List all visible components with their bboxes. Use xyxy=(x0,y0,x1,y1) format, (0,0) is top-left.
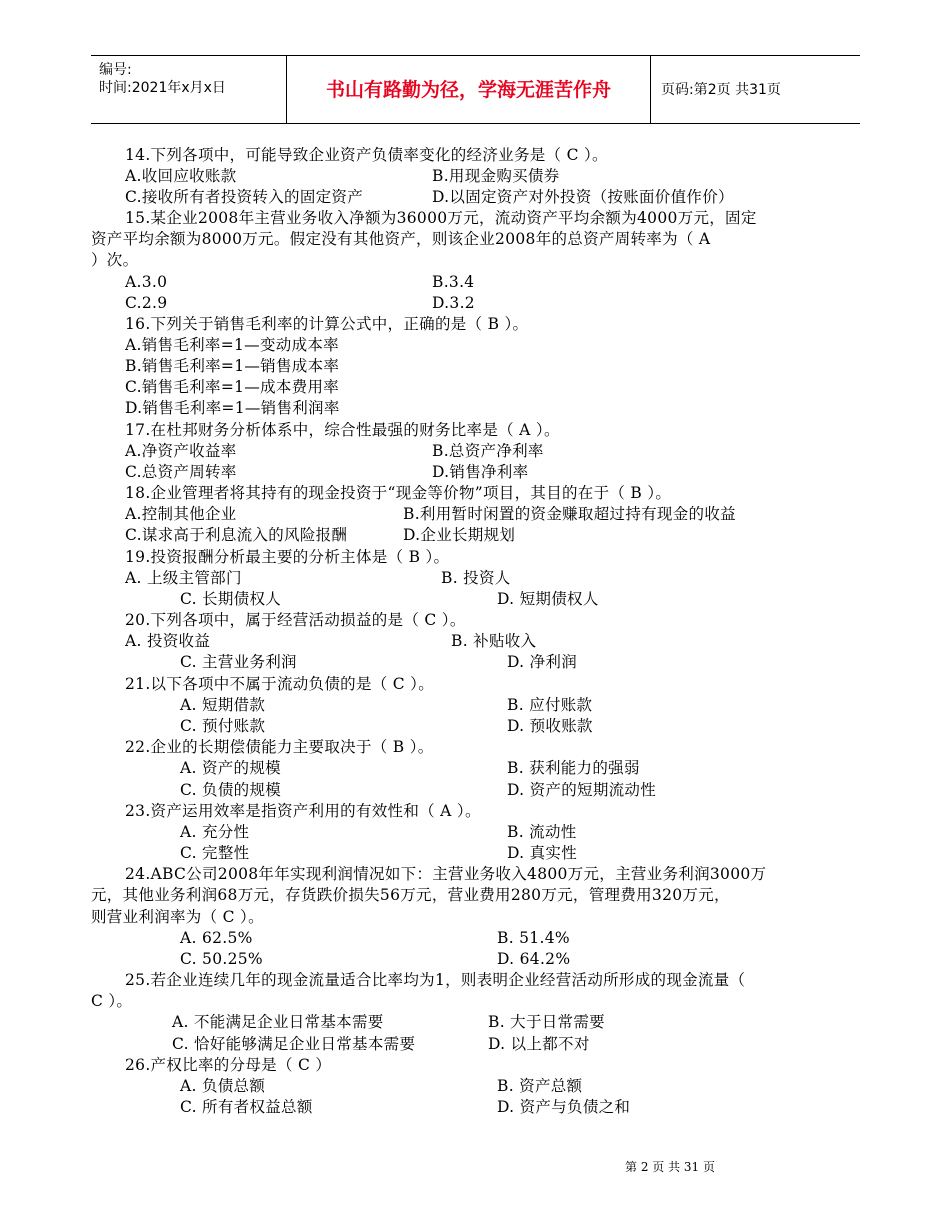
page-header xyxy=(91,55,860,124)
option-b: B. 获利能力的强弱 xyxy=(507,759,640,777)
option-d: D. 64.2% xyxy=(497,950,571,968)
option-d: D.以固定资产对外投资（按账面价值作价） xyxy=(432,188,734,206)
option-b: B.3.4 xyxy=(432,273,475,291)
option-a: A. 不能满足企业日常基本需要 xyxy=(172,1013,384,1031)
option-d: D. 以上都不对 xyxy=(488,1035,590,1053)
option-d: D. 真实性 xyxy=(507,844,578,862)
option-b: B. 资产总额 xyxy=(497,1077,583,1095)
option-a: A.控制其他企业 xyxy=(125,505,237,523)
option-b: B.总资产净利率 xyxy=(432,442,544,460)
question-22: 22.企业的长期偿债能力主要取决于（ B ）。 xyxy=(125,738,434,756)
header-divider xyxy=(650,56,651,123)
option-b: B.利用暂时闲置的资金赚取超过持有现金的收益 xyxy=(403,505,736,523)
option-b: B. 应付账款 xyxy=(507,696,593,714)
option-c: C.总资产周转率 xyxy=(125,463,237,481)
option-a: A.收回应收账款 xyxy=(125,167,237,185)
header-motto: 书山有路勤为径，学海无涯苦作舟 xyxy=(325,79,611,101)
question-20: 20.下列各项中，属于经营活动损益的是（ C ）。 xyxy=(125,611,466,629)
option-c: C.谋求高于利息流入的风险报酬 xyxy=(125,526,348,544)
option-c: C. 主营业务利润 xyxy=(180,653,297,671)
option-a: A. 充分性 xyxy=(180,823,250,841)
option-d: D. 净利润 xyxy=(507,653,578,671)
document-number-label: 编号: xyxy=(99,62,132,78)
option-d: D.销售净利率 xyxy=(432,463,529,481)
question-21: 21.以下各项中不属于流动负债的是（ C ）。 xyxy=(125,675,435,693)
option-a: A.销售毛利率=1—变动成本率 xyxy=(125,336,339,354)
option-c: C. 所有者权益总额 xyxy=(180,1098,313,1116)
option-c: C. 恰好能够满足企业日常基本需要 xyxy=(172,1035,416,1053)
question-25: 25.若企业连续几年的现金流量适合比率均为1，则表明企业经营活动所形成的现金流量（ xyxy=(125,971,746,989)
option-b: B. 51.4% xyxy=(497,929,570,947)
option-c: C. 完整性 xyxy=(180,844,250,862)
option-a: A. 资产的规模 xyxy=(180,759,281,777)
option-a: A. 上级主管部门 xyxy=(125,569,242,587)
question-19: 19.投资报酬分析最主要的分析主体是（ B ）。 xyxy=(125,548,450,566)
option-b: B. 投资人 xyxy=(441,569,511,587)
option-b: B.销售毛利率=1—销售成本率 xyxy=(125,357,340,375)
question-18: 18.企业管理者将其持有的现金投资于“现金等价物”项目，其目的在于（ B ）。 xyxy=(125,484,672,502)
page-footer: 第 2 页 共 31 页 xyxy=(625,1160,715,1174)
question-24-cont: 元，其他业务利润68万元，存货跌价损失56万元，营业费用280万元，管理费用320万元， xyxy=(91,886,730,904)
option-d: D. 预收账款 xyxy=(507,717,593,735)
question-26: 26.产权比率的分母是（ C ） xyxy=(125,1056,332,1074)
option-a: A. 短期借款 xyxy=(180,696,266,714)
option-c: C.接收所有者投资转入的固定资产 xyxy=(125,188,364,206)
option-d: D. 资产与负债之和 xyxy=(497,1098,631,1116)
option-c: C. 负债的规模 xyxy=(180,781,282,799)
option-c: C. 预付账款 xyxy=(180,717,266,735)
option-b: B. 流动性 xyxy=(507,823,577,841)
option-b: B. 大于日常需要 xyxy=(488,1013,605,1031)
option-a: A. 62.5% xyxy=(180,929,253,947)
option-c: C. 长期债权人 xyxy=(180,590,282,608)
option-d: D.企业长期规划 xyxy=(403,526,516,544)
question-24-cont: 则营业利润率为（ C ）。 xyxy=(91,908,264,926)
question-23: 23.资产运用效率是指资产利用的有效性和（ A ）。 xyxy=(125,802,481,820)
question-24: 24.ABC公司2008年年实现利润情况如下：主营业务收入4800万元，主营业务利润3000万 xyxy=(125,865,767,883)
option-d: D. 资产的短期流动性 xyxy=(507,781,657,799)
question-17: 17.在杜邦财务分析体系中，综合性最强的财务比率是（ A ）。 xyxy=(125,421,560,439)
option-a: A. 负债总额 xyxy=(180,1077,266,1095)
option-c: C.销售毛利率=1—成本费用率 xyxy=(125,378,340,396)
option-d: D. 短期债权人 xyxy=(497,590,599,608)
option-d: D.销售毛利率=1—销售利润率 xyxy=(125,399,340,417)
option-c: C.2.9 xyxy=(125,294,168,312)
option-a: A. 投资收益 xyxy=(125,632,211,650)
question-16: 16.下列关于销售毛利率的计算公式中，正确的是（ B ）。 xyxy=(125,315,529,333)
option-b: B. 补贴收入 xyxy=(451,632,537,650)
question-15-cont: ）次。 xyxy=(91,251,139,269)
question-14: 14.下列各项中，可能导致企业资产负债率变化的经济业务是（ C ）。 xyxy=(125,146,608,164)
option-d: D.3.2 xyxy=(432,294,475,312)
question-15-cont: 资产平均余额为8000万元。假定没有其他资产，则该企业2008年的总资产周转率为（ A xyxy=(91,230,711,248)
question-15: 15.某企业2008年主营业务收入净额为36000万元，流动资产平均余额为4000万元，固定 xyxy=(125,209,757,227)
question-25-cont: C ）。 xyxy=(91,992,133,1010)
header-page-info: 页码:第2页 共31页 xyxy=(661,82,781,98)
option-a: A.净资产收益率 xyxy=(125,442,237,460)
document-date-label: 时间:2021年x月x日 xyxy=(99,80,226,96)
option-a: A.3.0 xyxy=(125,273,168,291)
option-b: B.用现金购买债券 xyxy=(432,167,560,185)
option-c: C. 50.25% xyxy=(180,950,263,968)
